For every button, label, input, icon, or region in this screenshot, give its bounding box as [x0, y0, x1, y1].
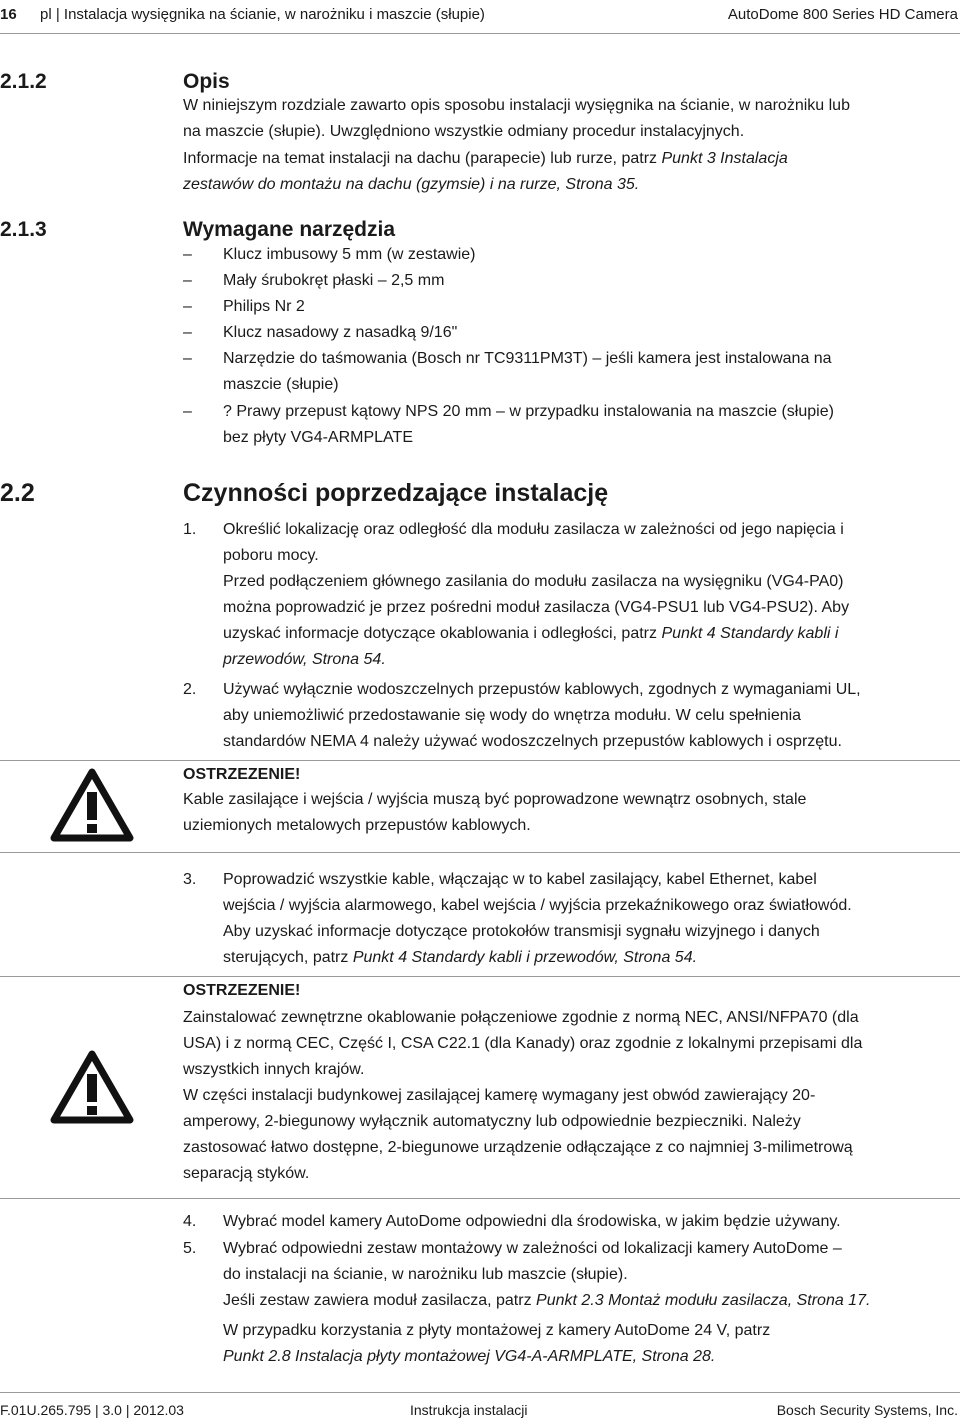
warning-text: separacją styków. — [183, 1165, 310, 1182]
list-item: ? Prawy przepust kątowy NPS 20 mm – w przypadku instalowania na maszcie (słupie) — [223, 403, 834, 420]
list-bullet: – — [183, 350, 192, 367]
warning-text: zastosować łatwo dostępne, 2-biegunowe urządzenie odłączające z co najmniej 3-milimetrową — [183, 1139, 853, 1156]
header-rule — [0, 33, 960, 34]
step-text: Używać wyłącznie wodoszczelnych przepustów kablowych, zgodnych z wymaganiami UL, — [223, 681, 861, 698]
list-item: bez płyty VG4-ARMPLATE — [223, 429, 413, 446]
warning-text: amperowy, 2-biegunowy wyłącznik automatyczny lub odpowiednie bezpieczniki. Należy — [183, 1113, 801, 1130]
footer-rule — [0, 1392, 960, 1393]
section-title: Wymagane narzędzia — [183, 218, 396, 241]
warning-triangle-icon — [50, 768, 134, 842]
warning-label: OSTRZEZENIE! — [183, 766, 301, 783]
page-number: 16 — [0, 6, 17, 23]
step-text: poboru mocy. — [223, 547, 319, 564]
step-text: wejścia / wyjścia alarmowego, kabel wejścia / wyjścia przekaźnikowego oraz światłowód. — [223, 897, 852, 914]
cross-reference-link[interactable]: Punkt 4 Standardy kabli i — [661, 625, 839, 642]
list-item: Klucz imbusowy 5 mm (w zestawie) — [223, 246, 476, 263]
section-path: pl | Instalacja wysięgnika na ścianie, w narożniku i maszcie (słupie) — [40, 6, 485, 23]
paragraph-line: W niniejszym rozdziale zawarto opis sposobu instalacji wysięgnika na ścianie, w narożniku lub — [183, 97, 850, 114]
section-number: 2.1.3 — [0, 218, 47, 241]
chapter-number: 2.2 — [0, 479, 35, 507]
warning-bottom-rule — [0, 852, 960, 853]
list-item: Klucz nasadowy z nasadką 9/16" — [223, 324, 458, 341]
product-name: AutoDome 800 Series HD Camera — [727, 6, 958, 23]
step-text: aby uniemożliwić przedostawanie się wody do wnętrza modułu. W celu spełnienia — [223, 707, 802, 724]
warning-text: USA) i z normą CEC, Część I, CSA C22.1 (dla Kanady) oraz zgodnie z lokalnymi przepisami dla — [183, 1035, 863, 1052]
step-text: Określić lokalizację oraz odległość dla modułu zasilacza w zależności od jego napięcia i — [223, 521, 844, 538]
list-bullet: – — [183, 246, 192, 263]
warning-triangle-icon — [50, 1050, 134, 1124]
step-text: sterujących, patrz Punkt 4 Standardy kabli i przewodów, Strona 54. — [223, 949, 698, 966]
warning-label: OSTRZEZENIE! — [183, 982, 301, 999]
list-item: Philips Nr 2 — [223, 298, 305, 315]
warning-text: Zainstalować zewnętrzne okablowanie połączeniowe zgodnie z normą NEC, ANSI/NFPA70 (dla — [183, 1009, 859, 1026]
step-text: W przypadku korzystania z płyty montażowej z kamery AutoDome 24 V, patrz — [223, 1322, 771, 1339]
cross-reference-link[interactable]: zestawów do montażu na dachu (gzymsie) i na rurze, Strona 35. — [183, 176, 640, 193]
paragraph-line: na maszcie (słupie). Uwzględniono wszystkie odmiany procedur instalacyjnych. — [183, 123, 745, 140]
document-id: F.01U.265.795 | 3.0 | 2012.03 — [0, 1402, 184, 1418]
list-item: Mały śrubokręt płaski – 2,5 mm — [223, 272, 445, 289]
step-text: Przed podłączeniem głównego zasilania do modułu zasilacza na wysięgniku (VG4-PA0) — [223, 573, 844, 590]
step-text: Aby uzyskać informacje dotyczące protokołów transmisji sygnału wizyjnego i danych — [223, 923, 820, 940]
paragraph-line: Informacje na temat instalacji na dachu (parapecie) lub rurze, patrz Punkt 3 Instalacja — [183, 150, 788, 167]
cross-reference-link[interactable]: Punkt 3 Instalacja — [661, 150, 788, 167]
list-item: maszcie (słupie) — [223, 376, 339, 393]
step-number: 2. — [183, 681, 197, 698]
list-item: Narzędzie do taśmowania (Bosch nr TC9311PM3T) – jeśli kamera jest instalowana na — [223, 350, 832, 367]
step-text: Jeśli zestaw zawiera moduł zasilacza, patrz Punkt 2.3 Montaż modułu zasilacza, Strona 17. — [223, 1292, 871, 1309]
warning-top-rule — [0, 760, 960, 761]
step-number: 3. — [183, 871, 197, 888]
step-text: Wybrać odpowiedni zestaw montażowy w zależności od lokalizacji kamery AutoDome – — [223, 1240, 842, 1257]
cross-reference-link[interactable]: Punkt 4 Standardy kabli i przewodów, Strona 54. — [352, 949, 698, 966]
step-text: Poprowadzić wszystkie kable, włączając w to kabel zasilający, kabel Ethernet, kabel — [223, 871, 817, 888]
warning-top-rule — [0, 976, 960, 977]
step-text: do instalacji na ścianie, w narożniku lub maszcie (słupie). — [223, 1266, 628, 1283]
list-bullet: – — [183, 403, 192, 420]
step-number: 1. — [183, 521, 197, 538]
step-number: 4. — [183, 1213, 197, 1230]
cross-reference-link[interactable]: Punkt 2.8 Instalacja płyty montażowej VG4-A-ARMPLATE, Strona 28. — [223, 1348, 716, 1365]
step-text: można poprowadzić je przez pośredni moduł zasilacza (VG4-PSU1 lub VG4-PSU2). Aby — [223, 599, 850, 616]
document-type: Instrukcja instalacji — [410, 1402, 528, 1418]
chapter-title: Czynności poprzedzające instalację — [183, 479, 609, 507]
cross-reference-link[interactable]: Punkt 2.3 Montaż modułu zasilacza, Strona 17. — [536, 1292, 871, 1309]
step-text: standardów NEMA 4 należy używać wodoszczelnych przepustów kablowych i osprzętu. — [223, 733, 842, 750]
warning-bottom-rule — [0, 1198, 960, 1199]
list-bullet: – — [183, 298, 192, 315]
warning-text: Kable zasilające i wejścia / wyjścia muszą być poprowadzone wewnątrz osobnych, stale — [183, 791, 807, 808]
step-number: 5. — [183, 1240, 197, 1257]
list-bullet: – — [183, 272, 192, 289]
cross-reference-link[interactable]: przewodów, Strona 54. — [223, 651, 386, 668]
warning-text: wszystkich innych krajów. — [183, 1061, 365, 1078]
section-number: 2.1.2 — [0, 70, 47, 93]
section-title: Opis — [183, 70, 230, 93]
company-name: Bosch Security Systems, Inc. — [776, 1402, 958, 1418]
list-bullet: – — [183, 324, 192, 341]
step-text: Wybrać model kamery AutoDome odpowiedni dla środowiska, w jakim będzie używany. — [223, 1213, 841, 1230]
step-text: uzyskać informacje dotyczące okablowania i odległości, patrz Punkt 4 Standardy kabli i — [223, 625, 839, 642]
warning-text: uziemionych metalowych przepustów kablowych. — [183, 817, 531, 834]
warning-text: W części instalacji budynkowej zasilającej kamerę wymagany jest obwód zawierający 20- — [183, 1087, 816, 1104]
